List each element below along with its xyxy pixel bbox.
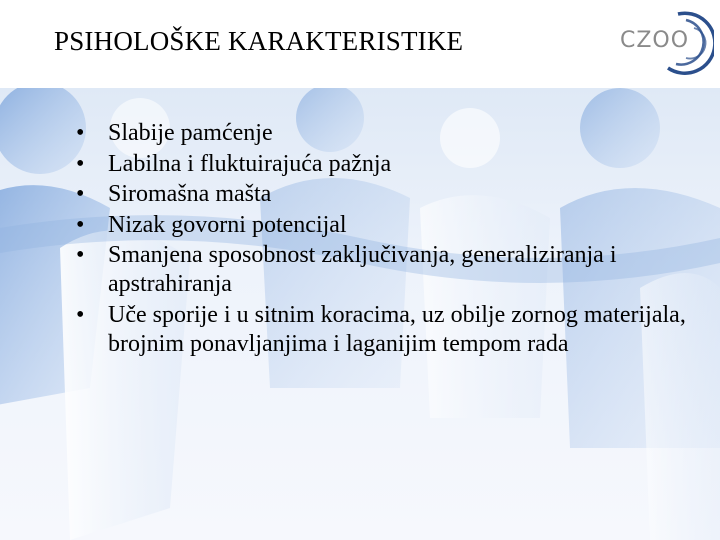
list-item <box>74 211 704 240</box>
list-item <box>74 301 704 359</box>
bullet-icon: • <box>76 150 85 177</box>
list-item-text: Smanjena sposobnost zaključivanja, generaliziranja i apstrahiranja <box>108 242 617 297</box>
list-item-text: Nizak govorni potencijal <box>108 211 347 238</box>
list-item-text: Uče sporije i u sitnim koracima, uz obilje zornog materijala, brojnim ponavljanjima i laganijim tempom rada <box>108 301 686 357</box>
list-item <box>74 180 704 209</box>
list-item <box>74 241 704 299</box>
bullet-icon: • <box>76 120 85 146</box>
bullet-list <box>74 119 704 360</box>
list-item <box>74 119 704 148</box>
logo-text: CZOO <box>620 28 690 53</box>
bullet-icon: • <box>76 181 85 207</box>
bullet-icon: • <box>76 301 85 328</box>
list-item-text: Slabije pamćenje <box>108 120 273 146</box>
bullet-icon: • <box>76 242 85 268</box>
list-item-text: Labilna i fluktuirajuća pažnja <box>108 150 392 177</box>
list-item-text: Siromašna mašta <box>108 181 272 207</box>
slide-title: PSIHOLOŠKE KARAKTERISTIKE <box>54 26 464 56</box>
list-item <box>74 150 704 179</box>
czoo-logo <box>606 8 714 78</box>
slide-header <box>0 0 720 88</box>
bullet-icon: • <box>76 211 85 238</box>
